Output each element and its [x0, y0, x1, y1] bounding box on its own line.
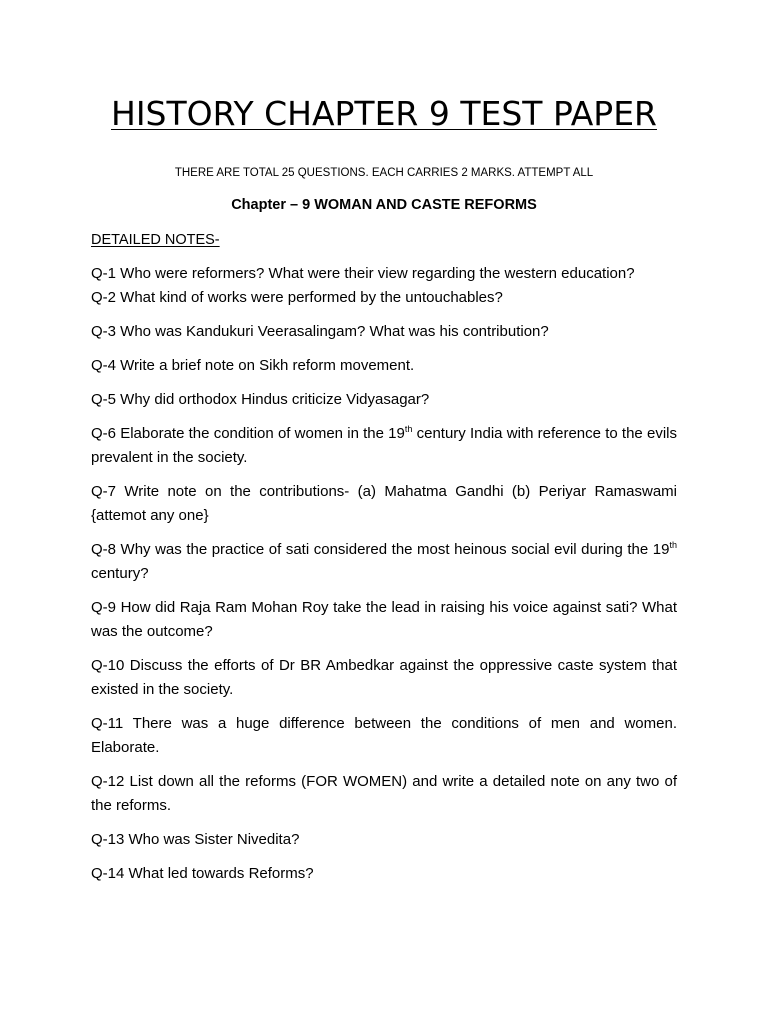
- question-12: Q-12 List down all the reforms (FOR WOMEN) and write a detailed note on any two of the reforms.: [91, 773, 677, 814]
- question-14: Q-14 What led towards Reforms?: [91, 865, 314, 882]
- detailed-notes-label: DETAILED NOTES-: [91, 232, 220, 248]
- question-8: [91, 538, 677, 586]
- question-6-text-end: century India with reference to the evils prevalent in the society.: [91, 425, 677, 466]
- question-6: [91, 422, 677, 470]
- question-3: Q-3 Who was Kandukuri Veerasalingam? What was his contribution?: [91, 323, 549, 340]
- question-1: Q-1 Who were reformers? What were their view regarding the western education?: [91, 265, 635, 282]
- instructions-text: THERE ARE TOTAL 25 QUESTIONS. EACH CARRIES 2 MARKS. ATTEMPT ALL: [174, 167, 594, 179]
- chapter-heading: Chapter – 9 WOMAN AND CASTE REFORMS: [231, 197, 537, 213]
- question-6-text-start: Q-6 Elaborate the condition of women in the 19: [91, 425, 405, 442]
- question-9: Q-9 How did Raja Ram Mohan Roy take the lead in raising his voice against sati? What was the outcome?: [91, 599, 677, 640]
- question-list: [91, 262, 677, 886]
- page-title: HISTORY CHAPTER 9 TEST PAPER: [111, 94, 657, 133]
- question-2: Q-2 What kind of works were performed by the untouchables?: [91, 289, 503, 306]
- question-11: Q-11 There was a huge difference between the conditions of men and women. Elaborate.: [91, 715, 677, 756]
- question-13: Q-13 Who was Sister Nivedita?: [91, 831, 300, 848]
- question-8-text-start: Q-8 Why was the practice of sati considered the most heinous social evil during the 19: [91, 541, 670, 558]
- question-10: Q-10 Discuss the efforts of Dr BR Ambedkar against the oppressive caste system that existed in the society.: [91, 657, 677, 698]
- question-7: Q-7 Write note on the contributions- (a) Mahatma Gandhi (b) Periyar Ramaswami {attemot any one}: [91, 483, 677, 524]
- question-6-superscript: th: [404, 424, 413, 434]
- question-4: Q-4 Write a brief note on Sikh reform movement.: [91, 357, 415, 374]
- question-8-text-end: century?: [91, 565, 149, 582]
- question-5: Q-5 Why did orthodox Hindus criticize Vidyasagar?: [91, 391, 430, 408]
- question-8-superscript: th: [669, 540, 677, 550]
